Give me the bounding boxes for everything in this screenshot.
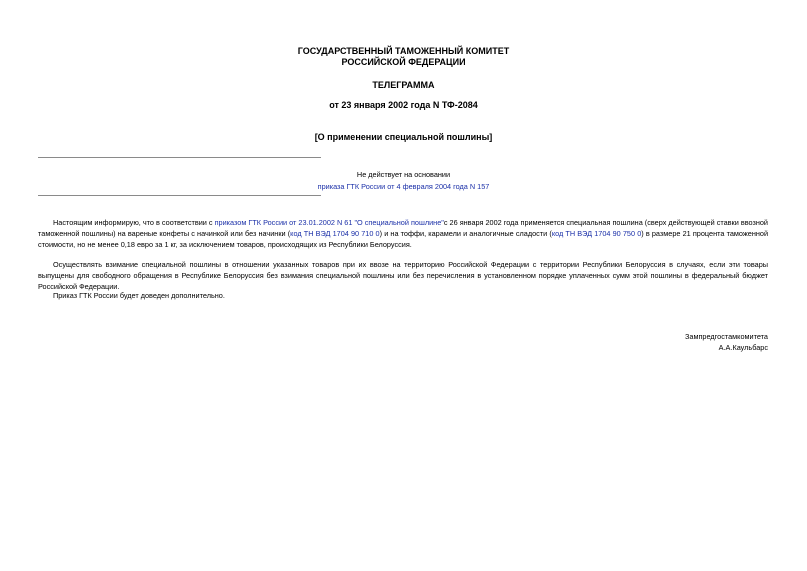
- status-divider-bottom: [38, 195, 321, 196]
- paragraph-2: Осуществлять взимание специальной пошлины в отношении указанных товаров при их ввозе на территорию Российской Федерации с территории Республики Белоруссия в случаях, если эти товары выпущены для свободного обращения в Республике Белоруссия без взимания специальной пошлины или без перечисления в установленном порядке уплаченных сумм этой пошлины в федеральный бюджет Российской Федерации.: [38, 260, 768, 291]
- tn-ved-code-link-1[interactable]: код ТН ВЭД 1704 90 710 0: [290, 229, 380, 238]
- paragraph-3: Приказ ГТК России будет доведен дополнительно.: [53, 291, 225, 300]
- signature-name: А.А.Каульбарс: [718, 343, 768, 352]
- document-date-number: от 23 января 2002 года N ТФ-2084: [329, 100, 478, 110]
- document-type: ТЕЛЕГРАММА: [372, 80, 435, 90]
- tn-ved-code-link-2[interactable]: код ТН ВЭД 1704 90 750 0: [551, 229, 642, 238]
- status-note-link[interactable]: приказа ГТК России от 4 февраля 2004 года N 157: [317, 182, 490, 191]
- org-name-line1: ГОСУДАРСТВЕННЫЙ ТАМОЖЕННЫЙ КОМИТЕТ: [297, 46, 510, 56]
- org-name-line2: РОССИЙСКОЙ ФЕДЕРАЦИИ: [341, 57, 466, 67]
- paragraph-1-text-c: ) и на тоффи, карамели и аналогичные сладости (: [379, 229, 552, 238]
- paragraph-1-text-b: с 26 января 2002 года применяется специальная пошлина (сверх действующей ставки ввозной таможенной пошлины) на вареные конфеты с начинкой или без начинки (: [38, 218, 769, 238]
- document-subject: [О применении специальной пошлины]: [314, 132, 493, 142]
- paragraph-1: [38, 217, 768, 250]
- status-divider-top: [38, 157, 321, 158]
- signature-title: Зампредгостамкомитета: [684, 332, 768, 341]
- status-note-text: Не действует на основании: [356, 170, 451, 179]
- order-61-link[interactable]: приказом ГТК России от 23.01.2002 N 61 "О специальной пошлине": [214, 218, 444, 227]
- signature-block: [685, 331, 768, 353]
- paragraph-1-text-a: Настоящим информирую, что в соответствии с: [53, 218, 215, 227]
- paragraph-1-text-d: ) в размере 21 процента таможенной стоимости, но не менее 0,18 евро за 1 кг, за исключением товаров, происходящих из Республики Белоруссия.: [38, 229, 769, 249]
- status-note: [240, 169, 567, 193]
